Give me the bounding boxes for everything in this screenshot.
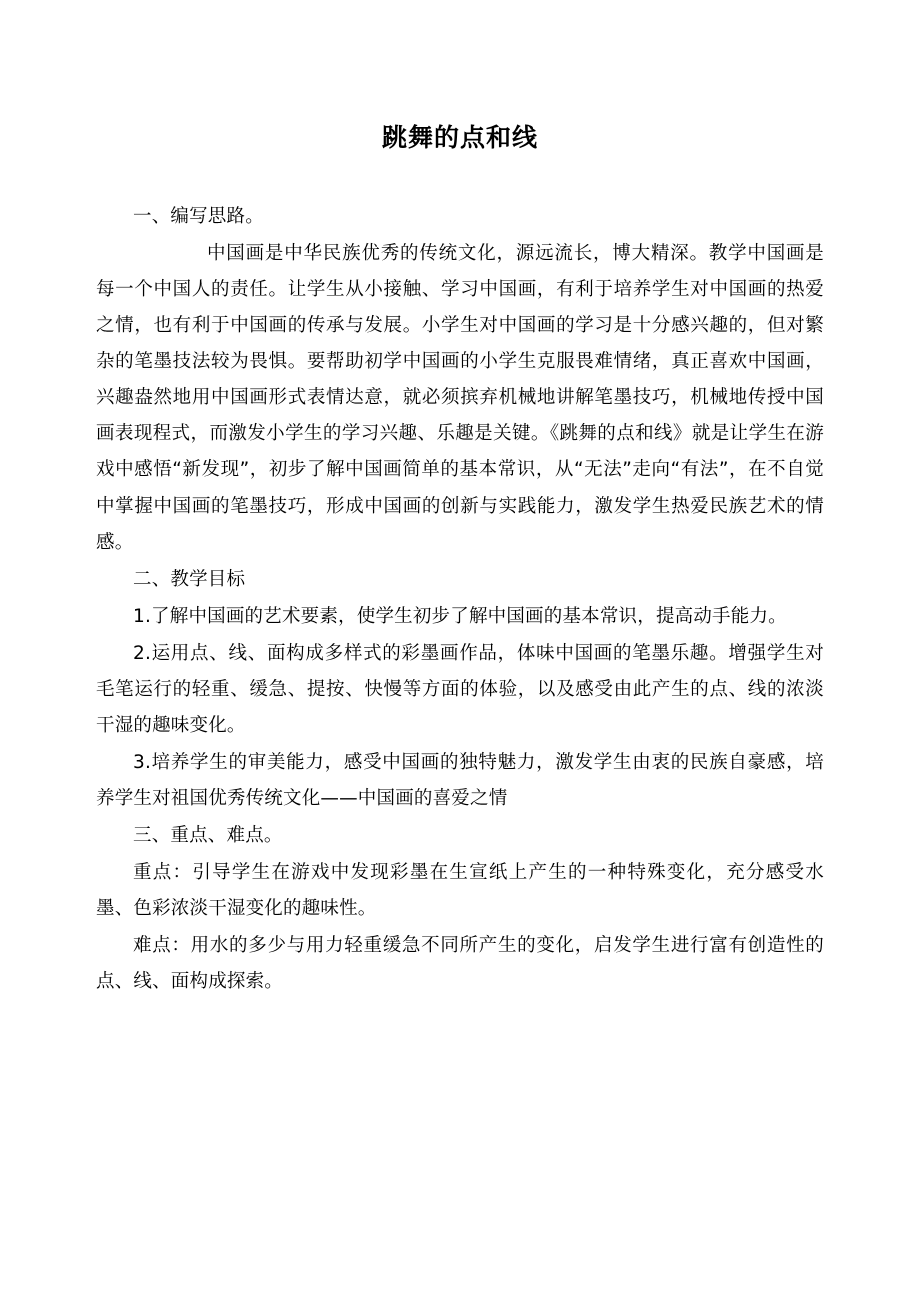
paragraph-objective-3: 3.培养学生的审美能力，感受中国画的独特魅力，激发学生由衷的民族自豪感，培养学生对祖国优秀传统文化——中国画的喜爱之情: [96, 751, 824, 809]
paragraph-difficult-point: 难点：用水的多少与用力轻重缓急不同所产生的变化，启发学生进行富有创造性的点、线、面构成探索。: [96, 935, 824, 993]
page-title: 跳舞的点和线: [381, 123, 538, 152]
section-heading-key-and-difficult-points: 三、重点、难点。: [133, 825, 283, 847]
paragraph-objective-1: 1.了解中国画的艺术要素，使学生初步了解中国画的基本常识，提高动手能力。: [133, 605, 787, 627]
paragraph-editing-approach-body: 中国画是中华民族优秀的传统文化，源远流长，博大精深。教学中国画是每一个中国人的责任。让学生从小接触、学习中国画，有利于培养学生对中国画的热爱之情，也有利于中国画的传承与发展。小学生对中国画的学习是十分感兴趣的，但对繁杂的笔墨技法较为畏惧。要帮助初学中国画的小学生克服畏难情绪，真正喜欢中国画，兴趣盎然地用中国画形式表情达意，就必须摈弃机械地讲解笔墨技巧，机械地传授中国画表现程式，而激发小学生的学习兴趣、乐趣是关键。《跳舞的点和线》就是让学生在游戏中感悟“新发现”，初步了解中国画简单的基本常识，从“无法”走向“有法”，在不自觉中掌握中国画的笔墨技巧，形成中国画的创新与实践能力，激发学生热爱民族艺术的情感。: [96, 243, 824, 553]
paragraph-key-point: 重点：引导学生在游戏中发现彩墨在生宣纸上产生的一种特殊变化，充分感受水墨、色彩浓淡干湿变化的趣味性。: [96, 862, 824, 920]
paragraph-objective-2: 2.运用点、线、面构成多样式的彩墨画作品，体味中国画的笔墨乐趣。增强学生对毛笔运行的轻重、缓急、提按、快慢等方面的体验，以及感受由此产生的点、线的浓淡干湿的趣味变化。: [96, 642, 824, 736]
section-heading-editing-approach: 一、编写思路。: [133, 206, 264, 227]
section-heading-teaching-objectives: 二、教学目标: [133, 568, 246, 590]
